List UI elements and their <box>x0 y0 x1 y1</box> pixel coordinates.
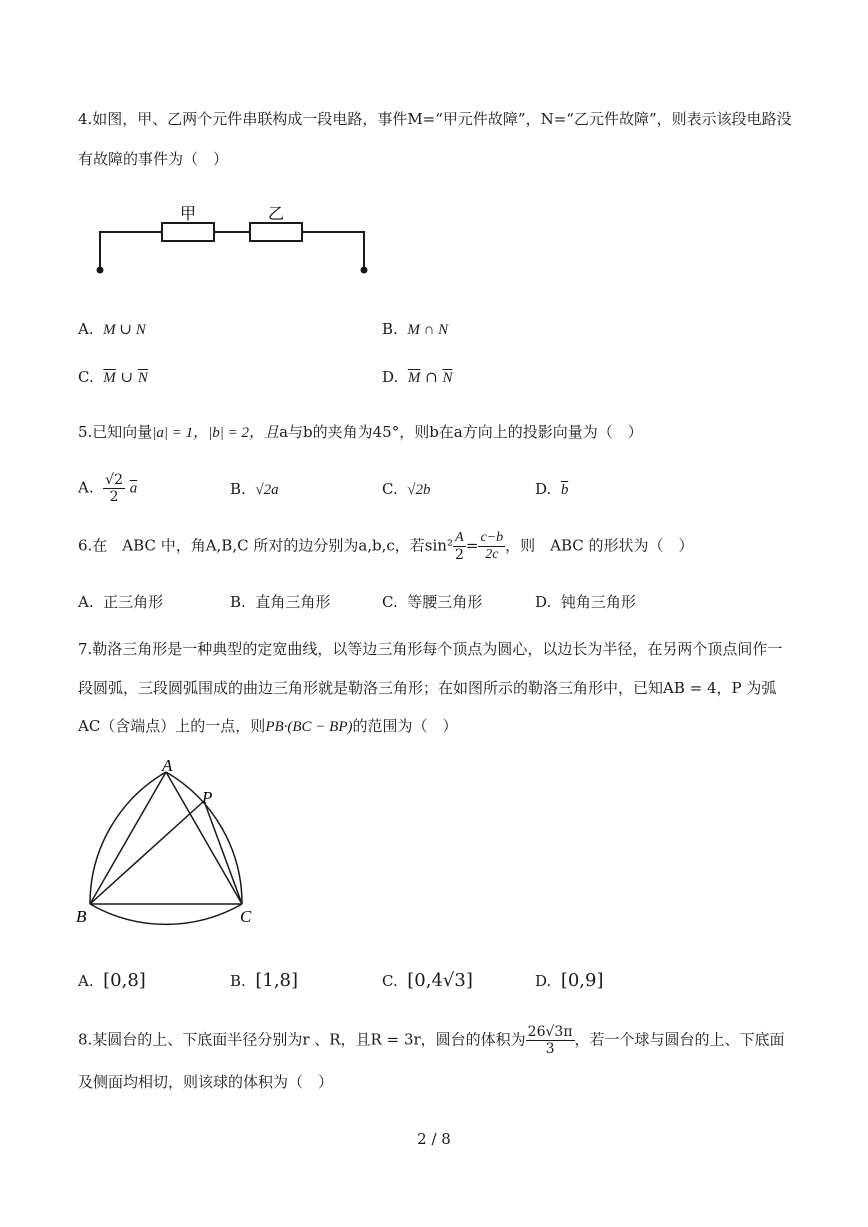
q7-option-c: C. [0,4√3] <box>382 970 473 991</box>
q5-option-b: B. √2a <box>230 480 279 498</box>
q4-option-c: C. $\overline{M}$ ∪ $\overline{N}$ <box>78 368 148 386</box>
q4-stem-line1: 4.如图，甲、乙两个元件串联构成一段电路，事件M=“甲元件故障”，N=“乙元件故障”，则表示该段电路没 <box>78 110 792 128</box>
q7-option-b: B. [1,8] <box>230 970 299 991</box>
label-yi: 乙 <box>267 206 285 223</box>
component-jia <box>162 223 214 241</box>
q7-stem-line1: 7.勒洛三角形是一种典型的定宽曲线，以等边三角形每个顶点为圆心，以边长为半径，在另两个顶点间作一 <box>78 640 783 658</box>
segment-ab <box>90 772 166 904</box>
q4-option-a: A. M ∪ N <box>78 320 146 338</box>
label-jia: 甲 <box>179 206 197 223</box>
point-a-label: A <box>162 760 173 775</box>
q7-stem-line3: AC（含端点）上的一点，则PB·(BC − BP)的范围为（ ） <box>78 717 458 735</box>
q5-option-a: A. $\frac{√2}{2}$ $\overline{a}$ <box>78 472 138 505</box>
reuleaux-triangle-figure <box>72 760 272 930</box>
q4-option-d: D. $\overline{M}$ ∩ $\overline{N}$ <box>382 368 453 386</box>
point-p-label: P <box>202 788 213 807</box>
q6-stem: 6.在 ABC 中，角A,B,C 所对的边分别为a,b,c，若sin² $\frac{A}{2}$ = $\frac{c-b}{2c}$ ，则 ABC 的形状为（ ） <box>78 530 694 563</box>
q7-option-d: D. [0,9] <box>535 970 604 991</box>
q4-stem-line2: 有故障的事件为（ ） <box>78 150 229 168</box>
segment-bp <box>90 801 204 904</box>
component-yi <box>250 223 302 241</box>
series-circuit-figure <box>90 198 380 278</box>
q6-option-a: A. 正三角形 <box>78 593 164 611</box>
q8-stem-line2: 及侧面均相切，则该球的体积为（ ） <box>78 1073 334 1091</box>
q7-option-a: A. [0,8] <box>78 970 146 991</box>
point-c-label: C <box>240 907 252 926</box>
q6-option-b: B. 直角三角形 <box>230 593 331 611</box>
arc-bc <box>90 904 242 924</box>
q6-option-d: D. 钝角三角形 <box>535 593 636 611</box>
q5-stem: 5.已知向量|a| = 1，|b| = 2，且a与b的夹角为45°，则b在a方向上的投影向量为（ ） <box>78 423 643 441</box>
q6-option-c: C. 等腰三角形 <box>382 593 483 611</box>
segment-pc <box>204 801 242 904</box>
q7-stem-line2: 段圆弧，三段圆弧围成的曲边三角形就是勒洛三角形；在如图所示的勒洛三角形中，已知AB = 4，P 为弧 <box>78 679 777 697</box>
q8-stem-line1: 8.某圆台的上、下底面半径分别为r 、R，且R = 3r，圆台的体积为 $\frac{26√3\pi}{3}$ ，若一个球与圆台的上、下底面 <box>78 1024 785 1057</box>
point-b-label: B <box>76 907 87 926</box>
q4-option-b: B. M ∩ N <box>382 320 449 338</box>
q5-option-c: C. √2b <box>382 480 431 498</box>
q5-option-d: D. $\overline{b}$ <box>535 480 569 498</box>
page-number: 2 / 8 <box>417 1130 451 1148</box>
terminal-left <box>97 267 104 274</box>
terminal-right <box>361 267 368 274</box>
